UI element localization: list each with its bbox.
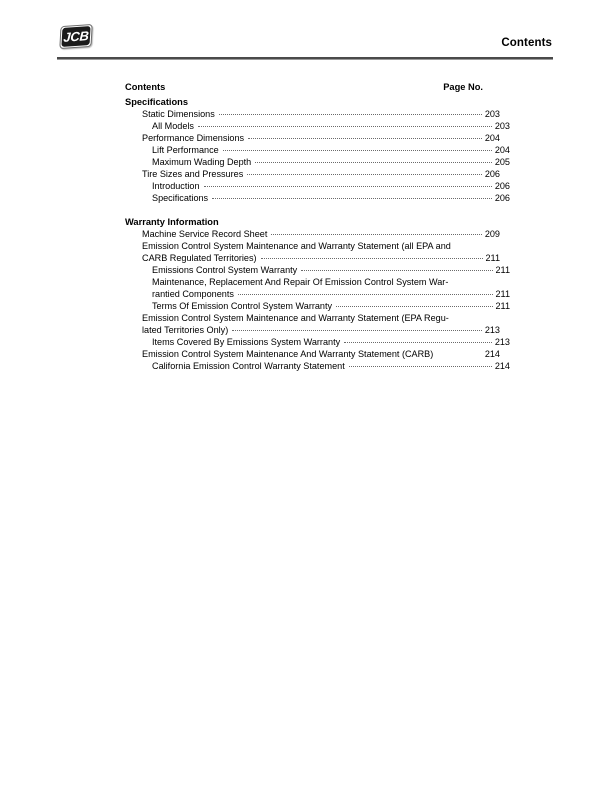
toc-column-header-page-no: Page No. <box>443 82 483 92</box>
toc-entry-label: Emission Control System Maintenance and Warranty Statement (EPA Regu- <box>142 312 449 323</box>
toc-page-number: 206 <box>484 168 500 179</box>
page-header <box>0 0 612 62</box>
toc-entry-label: Maintenance, Replacement And Repair Of Emission Control System War- <box>152 276 449 287</box>
toc-entry-label: Items Covered By Emissions System Warranty <box>152 336 341 347</box>
toc-entry[interactable] <box>125 108 500 120</box>
toc-dot-leader <box>247 173 482 175</box>
toc-entry-label: Machine Service Record Sheet <box>142 228 268 239</box>
toc-page-number: 213 <box>484 324 500 335</box>
toc-entry-label: Maximum Wading Depth <box>152 156 252 167</box>
toc-dot-leader <box>248 137 482 139</box>
toc-page-number: 211 <box>485 252 500 263</box>
toc-dot-leader <box>223 149 492 151</box>
toc-page-number: 211 <box>495 300 510 311</box>
toc-entry-label: Specifications <box>152 192 209 203</box>
logo-wordmark: JCB <box>62 28 90 45</box>
toc-page-number: 203 <box>484 108 500 119</box>
toc-dot-leader <box>219 113 482 115</box>
toc-section-title: Warranty Information <box>125 216 219 227</box>
jcb-logo <box>59 24 92 49</box>
toc-body <box>125 96 510 372</box>
toc-dot-leader <box>344 341 492 343</box>
toc-entry-label-continued: lated Territories Only) <box>142 324 229 335</box>
toc-page-number: 204 <box>484 132 500 143</box>
toc-entry[interactable] <box>125 240 500 264</box>
toc-section-title: Specifications <box>125 96 189 107</box>
toc-entry-label-continued: CARB Regulated Territories) <box>142 252 257 263</box>
toc-entry-label-continued: rantied Components <box>152 288 234 299</box>
toc-entry-label: Emission Control System Maintenance And Warranty Statement (CARB) <box>142 348 434 359</box>
toc-dot-leader <box>238 293 493 295</box>
toc-page-number: 204 <box>494 144 510 155</box>
page-title: Contents <box>501 37 552 49</box>
toc-entry-label: Terms Of Emission Control System Warranty <box>152 300 333 311</box>
toc-entry-label: Emission Control System Maintenance and Warranty Statement (all EPA and <box>142 240 451 251</box>
toc-entry[interactable] <box>125 348 500 360</box>
toc-entry-label: Introduction <box>152 180 200 191</box>
toc-entry[interactable] <box>125 168 500 180</box>
toc-entry-label: Lift Performance <box>152 144 219 155</box>
toc-entry[interactable] <box>125 156 510 168</box>
toc-entry[interactable] <box>125 228 500 240</box>
toc-dot-leader <box>212 197 492 199</box>
section-spacer <box>125 204 483 216</box>
toc-dot-leader <box>198 125 492 127</box>
toc-entry[interactable] <box>125 276 510 300</box>
toc-page-number: 214 <box>484 348 500 359</box>
toc-entry-label: Performance Dimensions <box>142 132 245 143</box>
toc-page-number: 203 <box>494 120 510 131</box>
toc-dot-leader <box>261 257 483 259</box>
toc-entry[interactable] <box>125 336 510 348</box>
toc-entry[interactable] <box>125 180 510 192</box>
toc-page-number: 214 <box>494 360 510 371</box>
toc-dot-leader <box>255 161 492 163</box>
table-of-contents <box>125 82 510 372</box>
toc-entry[interactable] <box>125 132 500 144</box>
toc-entry-label: California Emission Control Warranty Statement <box>152 360 345 371</box>
toc-column-header-contents: Contents <box>125 82 166 92</box>
toc-dot-leader <box>336 305 492 307</box>
toc-dot-leader <box>301 269 492 271</box>
toc-page-number: 205 <box>494 156 510 167</box>
toc-entry[interactable] <box>125 192 510 204</box>
toc-page-number: 213 <box>494 336 510 347</box>
toc-dot-leader <box>271 233 481 235</box>
toc-entry[interactable] <box>125 312 500 336</box>
toc-entry[interactable] <box>125 264 510 276</box>
toc-page-number: 206 <box>494 180 510 191</box>
toc-entry[interactable] <box>125 300 510 312</box>
toc-page-number: 211 <box>495 288 510 299</box>
toc-entry[interactable] <box>125 360 510 372</box>
toc-dot-leader <box>349 365 492 367</box>
toc-entry-label: All Models <box>152 120 194 131</box>
toc-page-number: 206 <box>494 192 510 203</box>
toc-dot-leader <box>436 354 485 355</box>
toc-entry-label: Emissions Control System Warranty <box>152 264 298 275</box>
toc-dot-leader <box>204 185 492 187</box>
toc-entry-label: Static Dimensions <box>142 108 215 119</box>
toc-entry-label: Tire Sizes and Pressures <box>142 168 244 179</box>
toc-entry[interactable] <box>125 144 510 156</box>
toc-column-headers <box>125 82 483 92</box>
toc-page-number: 209 <box>484 228 500 239</box>
toc-entry[interactable] <box>125 120 510 132</box>
header-divider <box>57 57 553 60</box>
toc-page-number: 211 <box>495 264 510 275</box>
toc-dot-leader <box>232 329 482 331</box>
